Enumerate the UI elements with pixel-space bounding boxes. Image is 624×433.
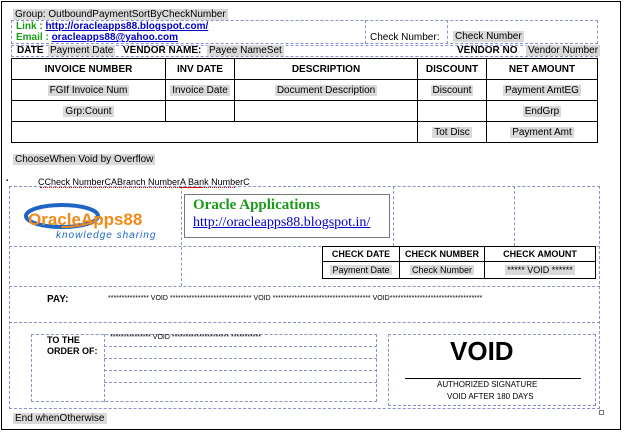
pay-line: *************** VOID ****************************** VOID ************************************ VOID********************************** (108, 295, 483, 302)
cell-invoice-date: Invoice Date (172, 84, 228, 96)
cell-payment-amt-eg: Payment AmtEG (505, 84, 579, 96)
order-of-label: ORDER OF: (47, 346, 98, 356)
choose-when-label: ChooseWhen Void by Overflow (15, 154, 154, 165)
vendor-name-value: Payee NameSet (209, 45, 282, 56)
invoice-table (11, 58, 598, 143)
check-date-value: Payment Date (332, 265, 390, 275)
signature-line (405, 378, 581, 379)
logo-sub: knowledge sharing (56, 230, 157, 241)
cell-payment-amt: Payment Amt (512, 126, 572, 138)
resize-handle[interactable] (599, 410, 604, 415)
cell-endgrp: EndGrp (524, 105, 560, 117)
check-fields: CCheck NumberCABranch NumberA Bank NumberC (38, 177, 250, 187)
logo-text (28, 210, 142, 230)
check-number-label: Check Number: (370, 32, 440, 43)
header-check-amount: CHECK AMOUNT (485, 247, 596, 262)
header-discount: DISCOUNT (418, 59, 487, 80)
link-url[interactable]: http://oracleapps88.blogspot.com/ (45, 21, 209, 32)
email-row (16, 32, 178, 43)
date-label: DATE (17, 45, 44, 56)
email-value[interactable]: oracleapps88@yahoo.com (51, 32, 179, 43)
authorized-signature: AUTHORIZED SIGNATURE (437, 380, 538, 389)
oracle-apps-title: Oracle Applications (193, 197, 321, 213)
cell-discount: Discount (432, 84, 472, 96)
vendor-no-value: Vendor Number (528, 45, 599, 56)
link-row (16, 21, 208, 32)
cell-grp-count: Grp:Count (65, 105, 112, 117)
header-net-amount: NET AMOUNT (487, 59, 598, 80)
logo-main: OracleApps88 (28, 210, 143, 229)
header-invoice-number: INVOICE NUMBER (12, 59, 166, 80)
check-number-cell: Check Number (411, 265, 473, 275)
check-amount-value: ***** VOID ****** (507, 265, 573, 275)
link-label: Link : (16, 21, 43, 32)
payee-box (31, 334, 377, 402)
order-line: *************** VOID ********************* *********** (110, 334, 261, 341)
header-description: DESCRIPTION (235, 59, 418, 80)
vendor-no-label: VENDOR NO (457, 45, 518, 56)
header-inv-date: INV DATE (166, 59, 235, 80)
cell-tot-disc: Tot Disc (434, 126, 470, 138)
email-label: Email : (16, 32, 49, 43)
payment-date: Payment Date (50, 45, 114, 56)
pay-label: PAY: (47, 294, 69, 305)
cell-invoice-num: FGIf Invoice Num (49, 84, 128, 96)
header-check-date: CHECK DATE (323, 247, 400, 262)
group-label: Group: OutboundPaymentSortByCheckNumber (15, 9, 226, 20)
oracle-apps-url[interactable]: http://oracleapps88.blogspot.in/ (193, 215, 371, 230)
void-text: VOID (450, 336, 514, 366)
vendor-name-label: VENDOR NAME: (123, 45, 202, 56)
to-the-label: TO THE (47, 335, 80, 345)
header-check-number: CHECK NUMBER (400, 247, 485, 262)
check-table (322, 246, 596, 279)
cell-document-description: Document Description (276, 84, 376, 96)
void-after: VOID AFTER 180 DAYS (447, 392, 534, 401)
anchor-marker: ▪ (6, 178, 9, 184)
end-when-label: End whenOtherwise (15, 413, 105, 424)
check-number-value: Check Number (455, 31, 522, 42)
oracleapps88-logo (22, 196, 180, 244)
